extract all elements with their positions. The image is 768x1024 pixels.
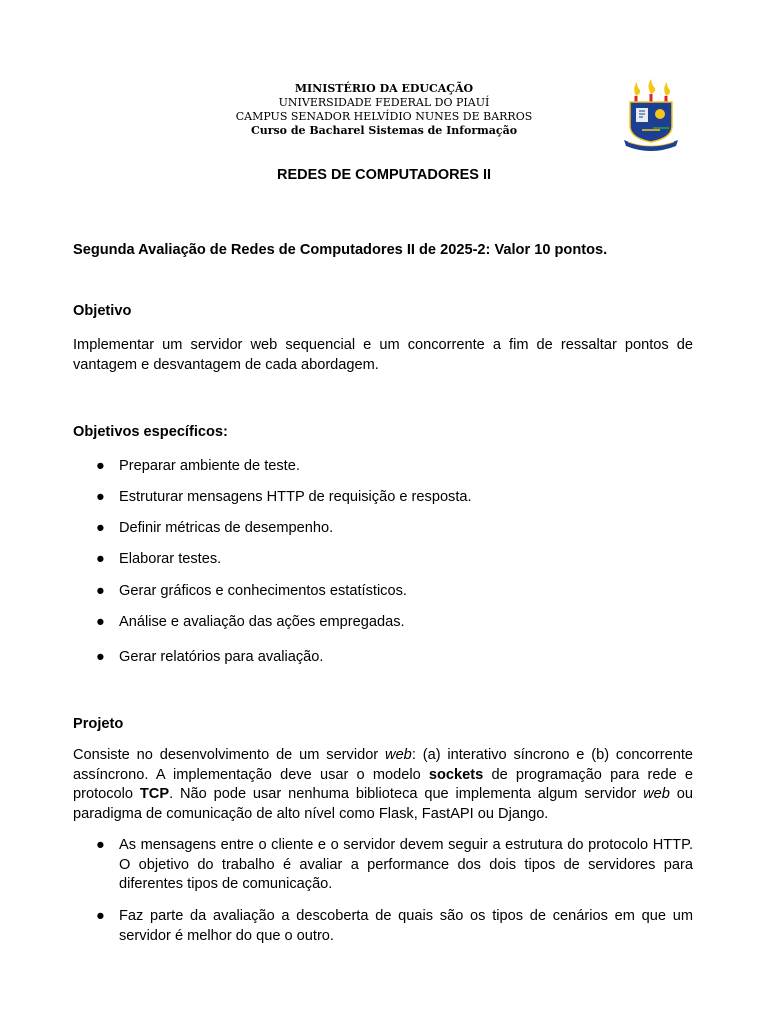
bullet-icon: ● bbox=[96, 649, 105, 665]
university-line: UNIVERSIDADE FEDERAL DO PIAUÍ bbox=[278, 96, 490, 109]
bullet-icon: ● bbox=[96, 837, 105, 853]
bullet-icon: ● bbox=[96, 614, 105, 630]
institution-header bbox=[160, 82, 608, 138]
bullet-icon: ● bbox=[96, 908, 105, 924]
objective-paragraph: Implementar um servidor web sequencial e um concorrente a fim de ressaltar pontos de vantagem e desvantagem de cada abordagem. bbox=[73, 337, 693, 373]
course-title: REDES DE COMPUTADORES II bbox=[276, 167, 492, 183]
project-heading: Projeto bbox=[73, 716, 124, 732]
campus-line: CAMPUS SENADOR HELVÍDIO NUNES DE BARROS bbox=[235, 110, 533, 123]
document-page: MINISTÉRIO DA EDUCAÇÃO UNIVERSIDADE FEDERAL DO PIAUÍ CAMPUS SENADOR HELVÍDIO NUNES DE BARROS Curso de Bacharel Sistemas de Informação REDES DE COMPUTADORES II Segunda Avaliação de Redes de Computadores II de 2025-2: Valor 10 pontos. Objetivo Implementar um servidor web sequencial e um concorrente a fim de ressaltar pontos de vantagem e desvantagem de cada abordagem. Objetivos específicos: ● Preparar ambiente de teste. ● Estruturar mensagens HTTP de requisição e resposta. ● Definir métricas de desempenho. ● Elaborar testes. ● Gerar gráficos e conhecimentos estatísticos. ● Análise e avaliação das ações empregadas. ● Gerar relatórios para avaliação. Projeto Consiste no desenvolvimento de um servidor web: (a) interativo síncrono e (b) concorrente assíncrono. A implementação deve usar o modelo sockets de programação para rede e protocolo TCP. Não pode usar nenhuma biblioteca que implementa algum servidor web ou paradigma de comunicação de alto nível como Flask, FastAPI ou Django. ● As mensagens entre o cliente e o servidor devem seguir a estrutura do protocolo HTTP. O objetivo do trabalho é avaliar a performance dos dois tipos de servidores para diferentes tipos de comunicação. ● Faz parte da avaliação a descoberta de quais são os tipos de cenários em que um servidor é melhor do que o outro. bbox=[0, 0, 768, 1024]
ministry-line: MINISTÉRIO DA EDUCAÇÃO bbox=[294, 82, 474, 95]
specific-objectives-heading: Objetivos específicos: bbox=[73, 424, 228, 440]
bullet-icon: ● bbox=[96, 583, 105, 599]
project-paragraph: Consiste no desenvolvimento de um servidor web: (a) interativo síncrono e (b) concorrente assíncrono. A implementação deve usar o modelo sockets de programação para rede e protocolo TCP. Não pode usar nenhuma biblioteca que implementa algum servidor web ou paradigma de comunicação de alto nível como Flask, FastAPI ou Django. bbox=[73, 747, 693, 822]
evaluation-title: Segunda Avaliação de Redes de Computadores II de 2025-2: Valor 10 pontos. bbox=[73, 242, 608, 258]
bullet-icon: ● bbox=[96, 489, 105, 505]
bullet-icon: ● bbox=[96, 520, 105, 536]
bullet-icon: ● bbox=[96, 458, 105, 474]
course-line: Curso de Bacharel Sistemas de Informação bbox=[250, 124, 518, 137]
university-seal-icon bbox=[622, 78, 680, 152]
bullet-icon: ● bbox=[96, 551, 105, 567]
objective-heading: Objetivo bbox=[73, 303, 132, 319]
torch-flames-icon bbox=[634, 79, 670, 102]
